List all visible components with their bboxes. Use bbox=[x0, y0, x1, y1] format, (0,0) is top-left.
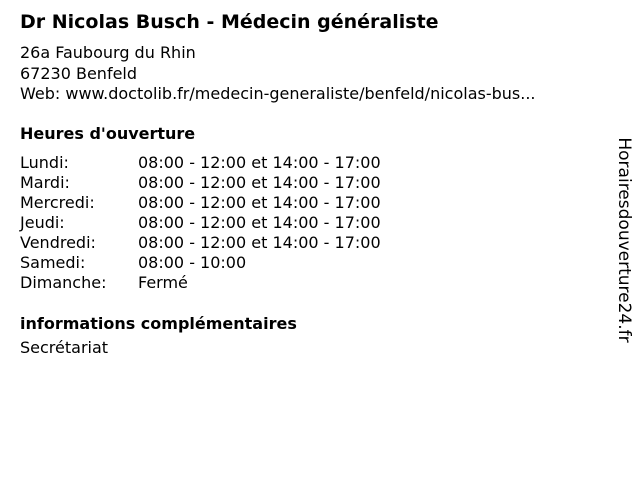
day-label: Dimanche: bbox=[20, 273, 107, 292]
opening-hours-heading: Heures d'ouverture bbox=[20, 124, 196, 143]
page-title: Dr Nicolas Busch - Médecin généraliste bbox=[20, 11, 439, 33]
time-value: 08:00 - 12:00 et 14:00 - 17:00 bbox=[138, 213, 381, 232]
additional-info-heading: informations complémentaires bbox=[20, 314, 297, 333]
day-label: Samedi: bbox=[20, 253, 86, 272]
time-value: 08:00 - 12:00 et 14:00 - 17:00 bbox=[138, 173, 381, 192]
day-label: Mercredi: bbox=[20, 193, 95, 212]
address-block bbox=[20, 43, 536, 105]
day-label: Vendredi: bbox=[20, 233, 96, 252]
address-web: Web: www.doctolib.fr/medecin-generaliste/benfeld/nicolas-bus... bbox=[20, 84, 536, 103]
time-value: 08:00 - 12:00 et 14:00 - 17:00 bbox=[138, 153, 381, 172]
time-value: 08:00 - 12:00 et 14:00 - 17:00 bbox=[138, 233, 381, 252]
time-value: Fermé bbox=[138, 273, 188, 292]
site-watermark: Horairesdouverture24.fr bbox=[614, 137, 634, 343]
address-street: 26a Faubourg du Rhin bbox=[20, 43, 196, 62]
address-city: 67230 Benfeld bbox=[20, 63, 138, 83]
additional-info-text: Secrétariat bbox=[20, 338, 109, 357]
day-label: Jeudi: bbox=[20, 213, 65, 232]
day-label: Lundi: bbox=[20, 153, 69, 172]
time-value: 08:00 - 12:00 et 14:00 - 17:00 bbox=[138, 193, 381, 212]
time-value: 08:00 - 10:00 bbox=[138, 253, 247, 272]
day-label: Mardi: bbox=[20, 173, 70, 192]
